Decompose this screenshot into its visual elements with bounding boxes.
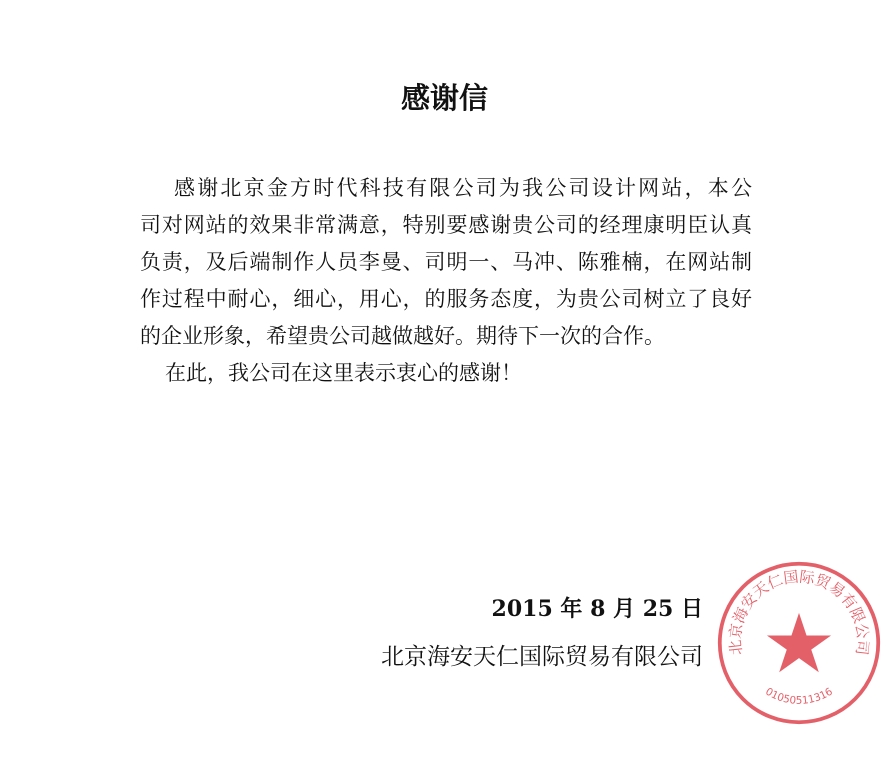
letter-date: 2015 年 8 月 25 日 <box>491 596 703 622</box>
paragraph-line: 司对网站的效果非常满意，特别要感谢贵公司的经理康明臣认真 <box>140 213 752 237</box>
paragraph-line: 的企业形象，希望贵公司越做越好。期待下一次的合作。 <box>140 324 665 348</box>
paragraph-line: 作过程中耐心，细心，用心，的服务态度，为贵公司树立了良好 <box>140 287 752 311</box>
paragraph-line: 感谢北京金方时代科技有限公司为我公司设计网站，本公 <box>174 176 752 200</box>
paragraph-line: 负责，及后端制作人员李曼、司明一、马冲、陈雅楠，在网站制 <box>140 250 752 274</box>
seal-number: 01050511316 <box>763 685 835 707</box>
letter-body <box>140 170 752 392</box>
closing-line: 在此，我公司在这里表示衷心的感谢！ <box>165 361 522 385</box>
svg-text:01050511316 <box>763 686 835 707</box>
letter-title: 感谢信 <box>400 81 488 115</box>
seal-name: 北京海安天仁国际贸易有限公司 <box>726 567 872 657</box>
signature-company: 北京海安天仁国际贸易有限公司 <box>381 644 703 670</box>
company-seal <box>716 560 882 726</box>
star-icon <box>767 613 831 672</box>
